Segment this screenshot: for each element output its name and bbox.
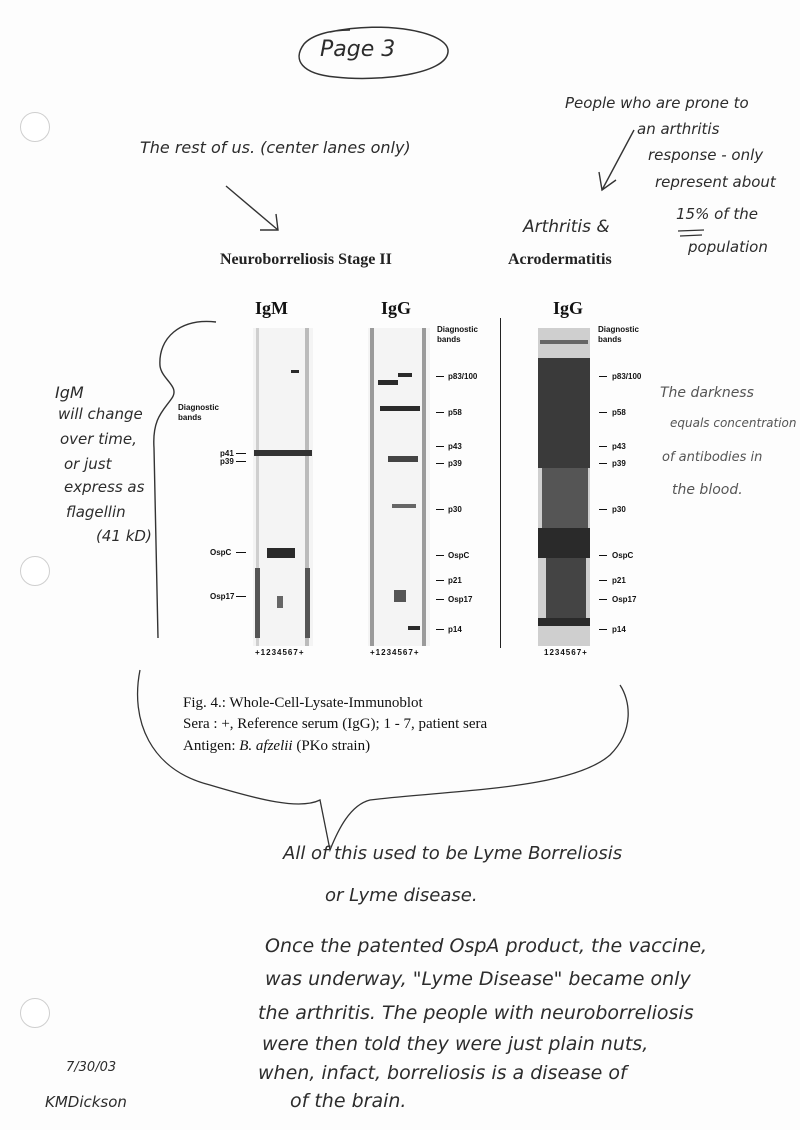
- diagnostic-bands-mid: Diagnostic bands: [437, 325, 478, 344]
- band-tick: [436, 509, 444, 510]
- band-tick: [436, 555, 444, 556]
- band-label-p14: p14: [612, 625, 626, 634]
- band-tick: [599, 446, 607, 447]
- band-tick: [436, 463, 444, 464]
- acrodermatitis-heading: Acrodermatitis: [508, 251, 612, 268]
- scanned-page: Page 3 The rest of us. (center lanes only) People who are prone to an arthritis response - only represent about 15% of the population Arthritis & Neuroborreliosis Stage II Acrodermatitis IgM IgG IgG Diagnostic bands p41 p39 OspC Osp17 +1234567+ +1234567+ Diagnostic bands p83/100 p58 p43 p39 p30 OspC p21 Osp17 p14 1234567+ Diagnostic bands p83/100 p58 p43 p39 p30 OspC p21 Osp17 p14 IgM will change over time, or just express as flagellin (41 kD) The darkness equals concentration of antibodies in the blood. Fig. 4.: Whole-Cell-Lysate-Immunoblot Sera : +, Reference serum (IgG); 1 - 7, patient sera Antigen: B. afzelii (PKo strain) All of this used to be Lyme Borreliosis or Lyme disease. Once the patented OspA product, the vaccine, was underway, "Lyme Disease" became only the arthritis. The people with neuroborreliosis were then told they were just plain nuts, when, infact, borreliosis is a disease of of the brain. 7/30/03 KMDickson: [0, 0, 800, 1130]
- band-tick: [599, 376, 607, 377]
- band-tick: [436, 376, 444, 377]
- diagnostic-bands-left: Diagnostic bands: [178, 403, 219, 422]
- band-tick: [599, 555, 607, 556]
- band-label-ospc: OspC: [448, 551, 470, 560]
- blot-igg-arthritis: [538, 328, 590, 646]
- panel-label-igg: IgG: [381, 298, 412, 318]
- band-label-p58: p58: [612, 408, 626, 417]
- band-label-p21: p21: [612, 576, 626, 585]
- speech-bubble-outline: [130, 660, 640, 860]
- band-label-p43: p43: [612, 442, 626, 451]
- blot-igm: [253, 328, 313, 646]
- blot-igg: [368, 328, 430, 646]
- lane-numbers-igg: +1234567+: [370, 648, 420, 657]
- figure-caption-line1: Fig. 4.: Whole-Cell-Lysate-Immunoblot: [183, 695, 423, 711]
- band-tick: [599, 599, 607, 600]
- panel-label-igm: IgM: [255, 298, 288, 318]
- date: 7/30/03: [66, 1060, 117, 1075]
- figure-title: Neuroborreliosis Stage II: [220, 251, 392, 268]
- figure-caption-line2: Sera : +, Reference serum (IgG); 1 - 7, patient sera: [183, 716, 488, 732]
- rest-of-us-note: The rest of us. (center lanes only): [140, 138, 411, 157]
- band-tick: [599, 580, 607, 581]
- page-label: Page 3: [320, 37, 396, 62]
- band-label-p39: p39: [612, 459, 626, 468]
- band-tick: [436, 599, 444, 600]
- band-label-p39: p39: [448, 459, 462, 468]
- band-tick: [599, 629, 607, 630]
- band-label-p41: p41: [220, 449, 234, 458]
- figure-caption-line3: Antigen: B. afzelii (PKo strain): [183, 738, 371, 754]
- band-tick: [436, 446, 444, 447]
- band-label-p21: p21: [448, 576, 462, 585]
- band-label-osp17-left: Osp17: [210, 592, 235, 601]
- band-label-osp17: Osp17: [612, 595, 637, 604]
- band-label-ospc-left: OspC: [210, 548, 232, 557]
- band-tick: [436, 412, 444, 413]
- band-label-p14: p14: [448, 625, 462, 634]
- band-label-p39: p39: [220, 457, 234, 466]
- band-label-p30: p30: [448, 505, 462, 514]
- arthritis-heading-handwritten: Arthritis &: [523, 217, 610, 237]
- binder-hole: [20, 556, 50, 586]
- underline-mark: [676, 228, 708, 238]
- lyme-note-line2: or Lyme disease.: [325, 885, 478, 906]
- binder-hole: [20, 112, 50, 142]
- lyme-note-line1: All of this used to be Lyme Borreliosis: [283, 843, 623, 864]
- diagnostic-bands-right: Diagnostic bands: [598, 325, 639, 344]
- left-brace: [150, 318, 220, 678]
- band-tick: [436, 580, 444, 581]
- binder-hole: [20, 998, 50, 1028]
- signature: KMDickson: [45, 1093, 127, 1111]
- panel-divider: [500, 318, 501, 648]
- lane-numbers-arthritis: 1234567+: [544, 648, 588, 657]
- band-tick: [436, 629, 444, 630]
- arrow-to-center-lanes-icon: [220, 180, 290, 240]
- band-tick: [599, 509, 607, 510]
- band-label-p30: p30: [612, 505, 626, 514]
- panel-label-igg-arthritis: IgG: [553, 298, 584, 318]
- band-label-p58: p58: [448, 408, 462, 417]
- band-tick: [599, 412, 607, 413]
- band-tick: [599, 463, 607, 464]
- band-label-osp17: Osp17: [448, 595, 473, 604]
- arrow-to-arthritis-panel-icon: [596, 124, 640, 196]
- band-label-p83-100: p83/100: [612, 372, 642, 381]
- band-label-ospc: OspC: [612, 551, 634, 560]
- lane-numbers-igm: +1234567+: [255, 648, 305, 657]
- band-label-p43: p43: [448, 442, 462, 451]
- band-label-p83-100: p83/100: [448, 372, 478, 381]
